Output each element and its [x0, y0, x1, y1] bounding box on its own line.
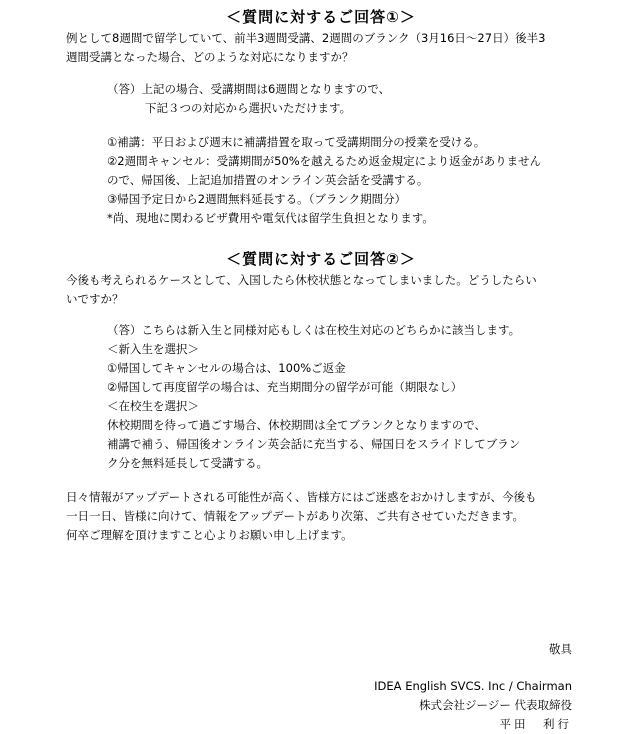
q1-question	[66, 29, 612, 67]
q1-heading: ＜質問に対するご回答①＞	[226, 8, 416, 26]
q2-answer-line: ＜在校生を選択＞	[107, 399, 199, 413]
q2-answer-line: ②帰国して再度留学の場合は、充当期間分の留学が可能（期限なし）	[107, 380, 463, 394]
q1-options	[0, 133, 642, 228]
q2-question	[66, 271, 612, 309]
q1-option-line: ③帰国予定日から2週間無料延長する。（ブランク期間分）	[107, 192, 407, 206]
q2-answer-line: ク分を無料延長して受講する。	[107, 456, 268, 470]
q1-answer-line: 下記３つの対応から選択いただけます。	[145, 101, 352, 115]
q1-option-line: ②2週間キャンセル：受講期間が50%を越えるため返金規定により返金がありません	[107, 154, 542, 168]
q1-option-note: *尚、現地に関わるビザ費用や電気代は留学生負担となります。	[107, 211, 434, 225]
q2-answer-line: （答）こちらは新入生と同様対応もしくは在校生対応のどちらかに該当します。	[107, 323, 521, 337]
q1-question-line: 例として8週間で留学していて、前半3週間受講、2週間のブランク（3月16日〜27日）後半3	[66, 31, 546, 45]
q2-question-line: いですか？	[66, 292, 124, 306]
q1-option-line: ①補講：平日および週末に補講措置を取って受講期間分の授業を受ける。	[107, 135, 486, 149]
signature-name: 平田 利行	[499, 717, 572, 731]
signature-block	[374, 677, 572, 734]
q1-answer	[0, 80, 642, 118]
signoff: 敬具	[549, 642, 572, 656]
q2-question-line: 今後も考えられるケースとして、入国したら休校状態となってしまいました。どうしたらい	[66, 273, 537, 287]
q2-answer-line: ①帰国してキャンセルの場合は、100%ご返金	[107, 361, 346, 375]
closing-paragraph	[66, 488, 612, 545]
q1-question-line: 週間受講となった場合、どのような対応になりますか？	[66, 50, 354, 64]
signature-company-en: IDEA English SVCS. Inc / Chairman	[374, 679, 572, 693]
q2-answer-line: ＜新入生を選択＞	[107, 342, 199, 356]
closing-line: 何卒ご理解を頂けますこと心よりお願い申し上げます。	[66, 528, 353, 542]
q2-answer	[0, 321, 642, 473]
q1-answer-line: （答）上記の場合、受講期間は6週間となりますので、	[107, 82, 391, 96]
q2-heading: ＜質問に対するご回答②＞	[226, 250, 416, 268]
q2-answer-line: 休校期間を待って過ごす場合、休校期間は全てブランクとなりますので、	[107, 418, 487, 432]
q1-option-line: ので、帰国後、上記追加措置のオンライン英会話を受講する。	[107, 173, 429, 187]
q2-answer-line: 補講で補う、帰国後オンライン英会話に充当する、帰国日をスライドしてブラン	[107, 437, 521, 451]
closing-line: 一日一日、皆様に向けて、情報をアップデートがあり次第、ご共有させていただきます。	[66, 509, 525, 523]
closing-line: 日々情報がアップデートされる可能性が高く、皆様方にはご迷惑をおかけしますが、今後も	[66, 490, 537, 504]
signature-company-jp: 株式会社ジージー 代表取締役	[419, 698, 572, 712]
